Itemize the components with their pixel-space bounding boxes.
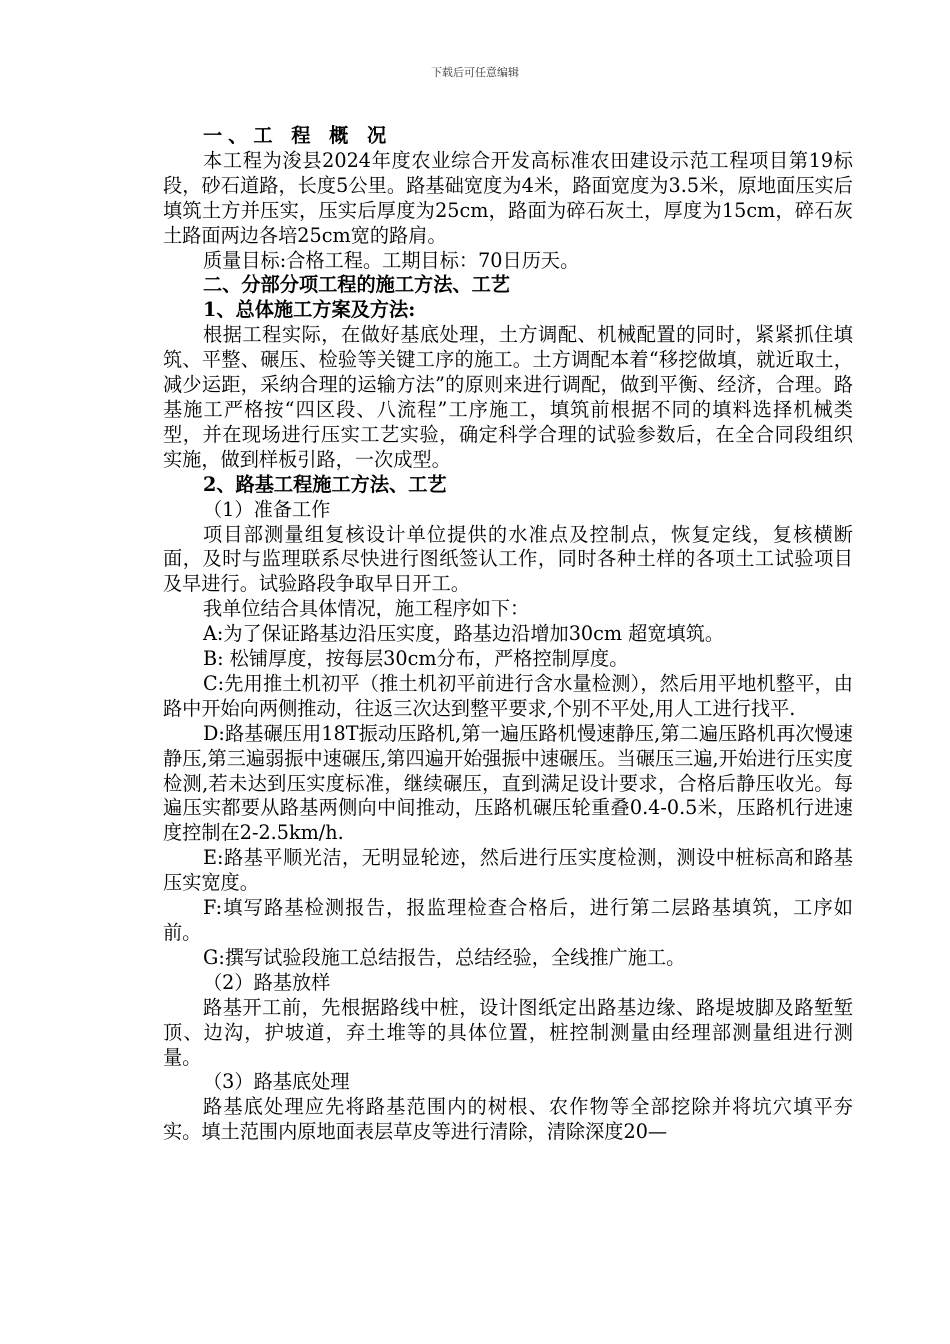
paragraph-preparation: 项目部测量组复核设计单位提供的水准点及控制点，恢复定线，复核横断面，及时与监理联系尽快进行图纸签认工作，同时各种土样的各项土工试验项目及早进行。试验路段争取早日开工。: [163, 522, 853, 596]
step-f: F:填写路基检测报告，报监理检查合格后，进行第二层路基填筑，工序如前。: [163, 896, 853, 944]
subsection-base-treatment-heading: （3）路基底处理: [203, 1070, 350, 1094]
step-c: C:先用推土机初平（推土机初平前进行含水量检测），然后用平地机整平，由路中开始向两侧推动，往返三次达到整平要求,个别不平处,用人工进行找平.: [163, 671, 853, 720]
page-header: 下载后可任意编辑: [431, 66, 519, 79]
section-2-heading: 二、分部分项工程的施工方法、工艺: [203, 273, 510, 297]
document-body: [163, 124, 853, 1145]
paragraph-overall-plan: 根据工程实际，在做好基底处理，土方调配、机械配置的同时，紧紧抓住填筑、平整、碾压、检验等关键工序的施工。土方调配本着“移挖做填，就近取土，减少运距，采纳合理的运输方法”的原则来进行调配，做到平衡、经济，合理。路基施工严格按“四区段、八流程”工序施工，填筑前根据不同的填料选择机械类型，并在现场进行压实工艺实验，确定科学合理的试验参数后，在全合同段组织实施，做到样板引路，一次成型。: [163, 323, 853, 471]
step-g: G:撰写试验段施工总结报告，总结经验，全线推广施工。: [203, 945, 686, 969]
step-d: D:路基碾压用18T振动压路机,第一遍压路机慢速静压,第二遍压路机再次慢速静压,第三遍弱振中速碾压,第四遍开始强振中速碾压。当碾压三遍,开始进行压实度检测,若未达到压实度标准，继续碾压，直到满足设计要求，合格后静压收光。每遍压实都要从路基两侧向中间推动，压路机碾压轮重叠0.4-0.5米，压路机行进速度控制在2-2.5km/h.: [163, 721, 853, 845]
step-e: E:路基平顺光洁，无明显轮迹，然后进行压实度检测，测设中桩标高和路基压实宽度。: [163, 846, 853, 895]
section-1-heading: 一、工 程 概 况: [203, 124, 393, 147]
step-b: B: 松铺厚度，按每层30cm分布，严格控制厚度。: [203, 647, 629, 671]
section-2-2-heading: 2、路基工程施工方法、工艺: [203, 472, 447, 496]
paragraph-quality-target: 质量目标:合格工程。工期目标：70日历天。: [203, 248, 580, 272]
section-2-1-heading: 1、总体施工方案及方法:: [203, 298, 416, 322]
paragraph-staking: 路基开工前，先根据路线中桩，设计图纸定出路基边缘、路堤坡脚及路堑堑顶、边沟，护坡道，弃土堆等的具体位置，桩控制测量由经理部测量组进行测量。: [163, 995, 853, 1069]
subsection-staking-heading: （2）路基放样: [203, 970, 331, 994]
paragraph-project-overview: 本工程为浚县2024年度农业综合开发高标准农田建设示范工程项目第19标段，砂石道路，长度5公里。路基础宽度为4米，路面宽度为3.5米，原地面压实后填筑土方并压实，压实后厚度为25cm，路面为碎石灰土，厚度为15cm，碎石灰土路面两边各培25cm宽的路肩。: [163, 148, 853, 247]
step-a: A:为了保证路基边沿压实度，路基边沿增加30cm 超宽填筑。: [203, 622, 725, 646]
paragraph-base-treatment: 路基底处理应先将路基范围内的树根、农作物等全部挖除并将坑穴填平夯实。填土范围内原地面表层草皮等进行清除，清除深度20—: [163, 1095, 853, 1144]
paragraph-procedure-intro: 我单位结合具体情况，施工程序如下：: [203, 597, 530, 621]
subsection-preparation-heading: （1）准备工作: [203, 497, 331, 521]
